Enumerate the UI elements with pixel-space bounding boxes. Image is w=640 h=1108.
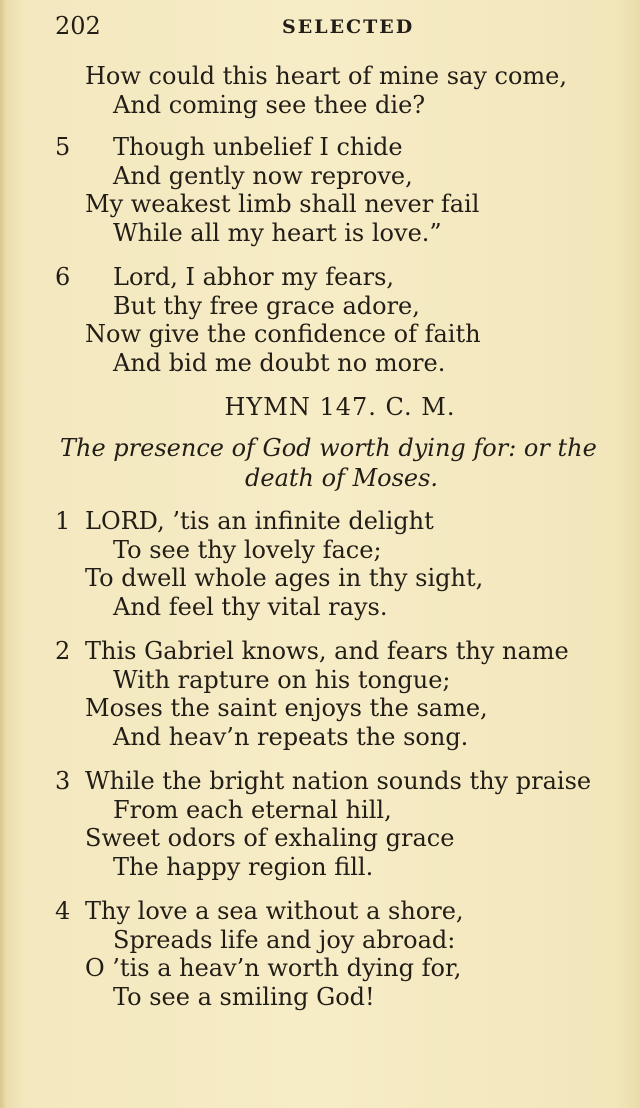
page-number: 202: [55, 12, 101, 40]
verse-line: To dwell whole ages in thy sight,: [85, 564, 484, 592]
verse-line: Thy love a sea without a shore,: [85, 897, 464, 925]
verse-line: And bid me doubt no more.: [113, 348, 446, 377]
verse-line: Lord, I abhor my fears,: [113, 263, 395, 291]
stanza-number: 3: [55, 767, 71, 795]
stanza-1: [0, 507, 640, 621]
verse-line: And heav’n repeats the song.: [113, 722, 469, 751]
verse-line: To see thy lovely face;: [113, 535, 382, 564]
hymn-title: HYMN 147. C. M.: [224, 393, 456, 421]
stanza-5: [0, 133, 640, 247]
page-content: [0, 62, 640, 1027]
stanza-6: [0, 263, 640, 377]
stanza-2: [0, 637, 640, 751]
stanza-number: 2: [55, 637, 71, 665]
verse-line: While all my heart is love.”: [113, 218, 442, 247]
verse-line: How could this heart of mine say come,: [85, 62, 567, 90]
verse-line: While the bright nation sounds thy praise: [85, 767, 592, 795]
hymn-subtitle-line: death of Moses.: [245, 464, 439, 492]
verse-line: From each eternal hill,: [113, 795, 392, 824]
verse-line: My weakest limb shall never fail: [85, 190, 480, 218]
page-header: [0, 10, 640, 40]
stanza-number: 1: [55, 507, 71, 535]
verse-line: LORD, ’tis an infinite delight: [85, 507, 434, 535]
stanza-number: 4: [55, 897, 71, 925]
verse-line: Sweet odors of exhaling grace: [85, 824, 455, 852]
verse-line: But thy free grace adore,: [113, 291, 420, 320]
verse-line: This Gabriel knows, and fears thy name: [85, 637, 569, 665]
running-head: SELECTED: [282, 16, 415, 38]
verse-line: And feel thy vital rays.: [113, 592, 388, 621]
verse-line: Though unbelief I chide: [113, 133, 403, 161]
verse-line: And coming see thee die?: [113, 90, 426, 119]
hymn-subtitle: [0, 433, 640, 493]
hymn-subtitle-line: The presence of God worth dying for: or the: [60, 434, 597, 462]
stanza-number: 5: [55, 133, 71, 161]
stanza-4: [0, 897, 640, 1011]
stanza-continued: [0, 62, 640, 119]
verse-line: O ’tis a heav’n worth dying for,: [85, 954, 462, 982]
verse-line: To see a smiling God!: [113, 982, 375, 1011]
verse-line: Spreads life and joy abroad:: [113, 925, 456, 954]
stanza-3: [0, 767, 640, 881]
verse-line: With rapture on his tongue;: [113, 665, 451, 694]
stanza-number: 6: [55, 263, 71, 291]
verse-line: Now give the confidence of faith: [85, 320, 481, 348]
verse-line: And gently now reprove,: [113, 161, 413, 190]
verse-line: The happy region fill.: [113, 852, 374, 881]
verse-line: Moses the saint enjoys the same,: [85, 694, 488, 722]
